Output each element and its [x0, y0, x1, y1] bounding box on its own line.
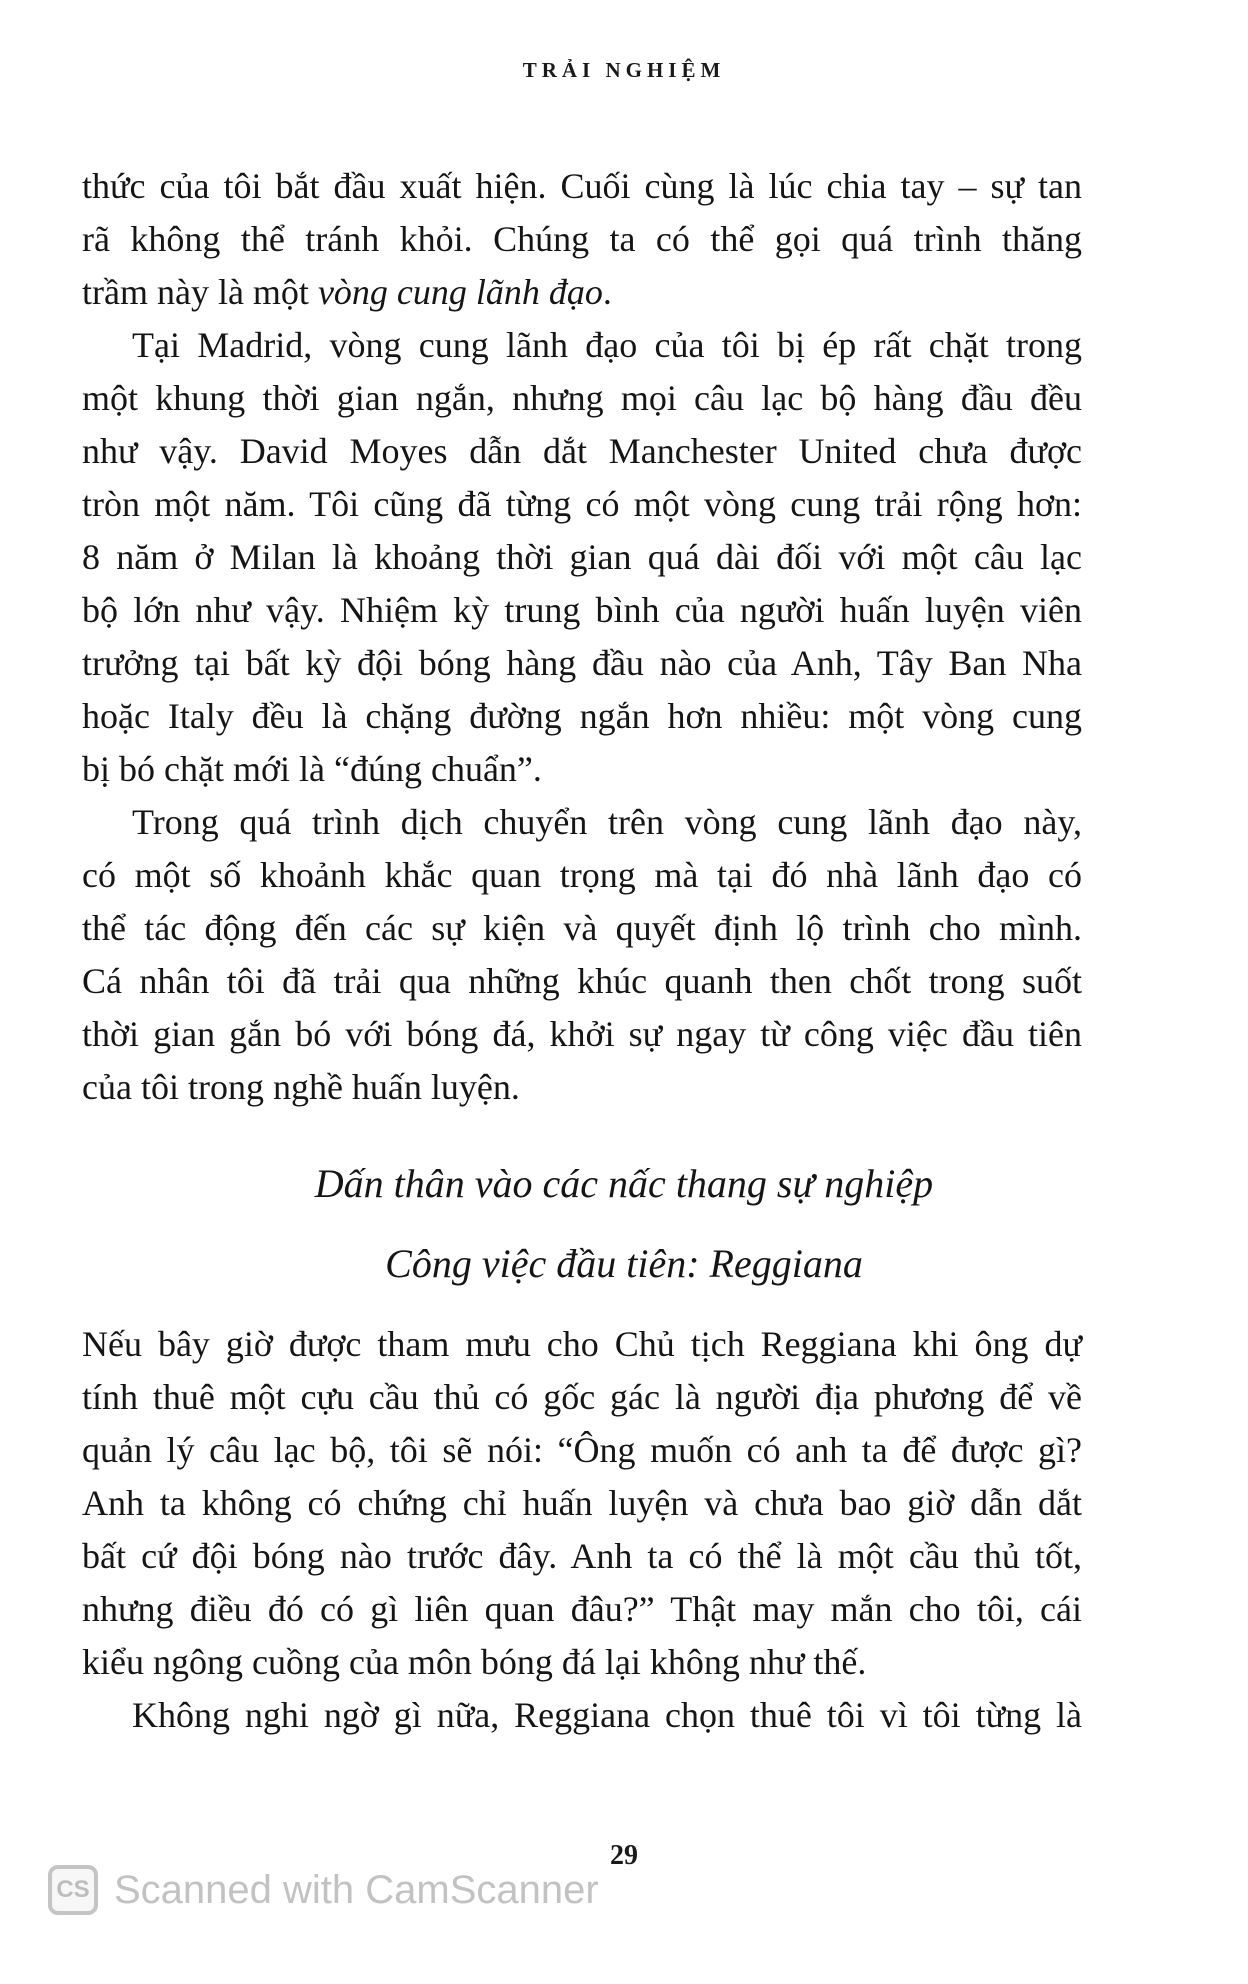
text-line: tính thuê một cựu cầu thủ có gốc gác là người địa phương để về	[82, 1377, 1082, 1417]
text-line: rã không thể tránh khỏi. Chúng ta có thể gọi quá trình thăng	[82, 219, 1082, 259]
text-line: tròn một năm. Tôi cũng đã từng có một vòng cung trải rộng hơn:	[82, 484, 1082, 524]
paragraph-5	[82, 1689, 1082, 1742]
text-line: Nếu bây giờ được tham mưu cho Chủ tịch Reggiana khi ông dự	[82, 1324, 1082, 1364]
text-line: bộ lớn như vậy. Nhiệm kỳ trung bình của người huấn luyện viên	[82, 590, 1082, 630]
text-line: quản lý câu lạc bộ, tôi sẽ nói: “Ông muốn có anh ta để được gì?	[82, 1430, 1082, 1470]
text-line: thời gian gắn bó với bóng đá, khởi sự ngay từ công việc đầu tiên	[82, 1014, 1082, 1054]
watermark-text: Scanned with CamScanner	[114, 1867, 599, 1912]
text-line	[82, 266, 1082, 319]
text-line: Tại Madrid, vòng cung lãnh đạo của tôi bị ép rất chặt trong	[132, 325, 1082, 365]
text-line: của tôi trong nghề huấn luyện.	[82, 1067, 520, 1107]
text-run: trầm này là một	[82, 272, 318, 312]
text-line: Trong quá trình dịch chuyển trên vòng cung lãnh đạo này,	[132, 802, 1082, 842]
text-line: có một số khoảnh khắc quan trọng mà tại đó nhà lãnh đạo có	[82, 855, 1082, 895]
text-line: Cá nhân tôi đã trải qua những khúc quanh then chốt trong suốt	[82, 961, 1082, 1001]
text-line: thể tác động đến các sự kiện và quyết định lộ trình cho mình.	[82, 908, 1082, 948]
paragraph-3	[82, 796, 1082, 1114]
text-line: hoặc Italy đều là chặng đường ngắn hơn nhiều: một vòng cung	[82, 696, 1082, 736]
text-line: bị bó chặt mới là “đúng chuẩn”.	[82, 749, 542, 789]
subsection-heading: Công việc đầu tiên: Reggiana	[385, 1241, 863, 1286]
text-line: một khung thời gian ngắn, nhưng mọi câu lạc bộ hàng đầu đều	[82, 378, 1082, 418]
body-text-bottom	[82, 1318, 1082, 1742]
text-line: bất cứ đội bóng nào trước đây. Anh ta có thể là một cầu thủ tốt,	[82, 1536, 1082, 1576]
page-number: 29	[610, 1840, 638, 1871]
paragraph-4	[82, 1318, 1082, 1689]
paragraph-2	[82, 319, 1082, 796]
running-head: TRẢI NGHIỆM	[522, 58, 726, 82]
section-heading: Dấn thân vào các nấc thang sự nghiệp	[314, 1161, 934, 1206]
text-line: 8 năm ở Milan là khoảng thời gian quá dài đối với một câu lạc	[82, 537, 1082, 577]
text-line: như vậy. David Moyes dẫn dắt Manchester United chưa được	[82, 431, 1082, 471]
paragraph-1	[82, 160, 1082, 319]
text-line: Anh ta không có chứng chỉ huấn luyện và chưa bao giờ dẫn dắt	[82, 1483, 1082, 1523]
text-line: Không nghi ngờ gì nữa, Reggiana chọn thuê tôi vì tôi từng là	[132, 1695, 1082, 1735]
text-line: kiểu ngông cuồng của môn bóng đá lại không như thế.	[82, 1642, 867, 1682]
text-line: trưởng tại bất kỳ đội bóng hàng đầu nào của Anh, Tây Ban Nha	[82, 643, 1082, 683]
italic-term: vòng cung lãnh đạo	[317, 272, 603, 312]
camscanner-logo-icon: CS	[48, 1865, 98, 1915]
body-text-top	[82, 160, 1082, 1114]
text-line: thức của tôi bắt đầu xuất hiện. Cuối cùng là lúc chia tay – sự tan	[82, 166, 1082, 206]
text-line: nhưng điều đó có gì liên quan đâu?” Thật may mắn cho tôi, cái	[82, 1589, 1082, 1629]
text-run: .	[602, 272, 612, 312]
camscanner-watermark	[48, 1860, 599, 1920]
